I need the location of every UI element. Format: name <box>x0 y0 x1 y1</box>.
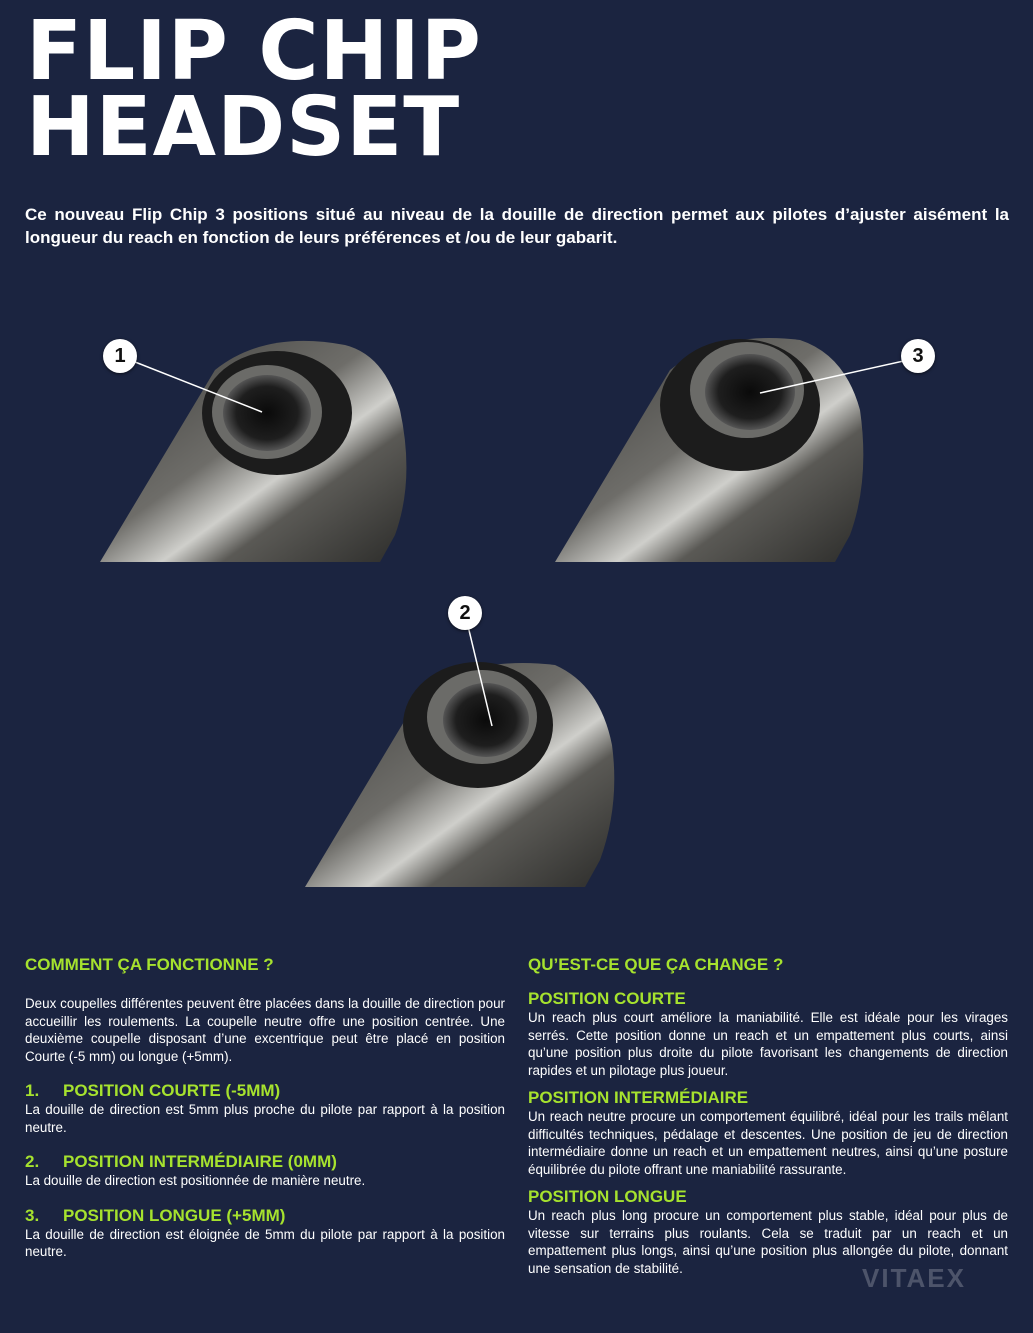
list-item <box>25 1206 505 1261</box>
item-title: POSITION COURTE <box>528 989 686 1008</box>
list-item <box>528 989 1008 1079</box>
item-number: 1. <box>25 1081 40 1100</box>
item-title: POSITION INTERMÉDIAIRE (0MM) <box>63 1152 337 1171</box>
intro-paragraph: Ce nouveau Flip Chip 3 positions situé au niveau de la douille de direction permet aux pilotes d’ajuster aisément la longueur du reach en fonction de leurs préférences et /ou de leur gabarit. <box>25 205 1009 247</box>
section-body: Deux coupelles différentes peuvent être placées dans la douille de direction pour accueillir les roulements. La coupelle neutre offre une position centrée. Une deuxième coupelle disposant d’une excentrique peut être placé en position Courte (-5 mm) ou longue (+5mm). <box>25 996 505 1064</box>
section-heading: QU’EST-CE QUE ÇA CHANGE ? <box>528 955 784 974</box>
callout-badge-2: 2 <box>448 596 482 630</box>
watermark-logo: VITAEX <box>862 1263 966 1293</box>
section-heading: COMMENT ÇA FONCTIONNE ? <box>25 955 274 974</box>
list-item <box>528 1088 1008 1178</box>
what-changes-section <box>528 955 1008 1277</box>
title-line-2: HEADSET <box>26 80 461 175</box>
item-text: Un reach plus court améliore la maniabilité. Elle est idéale pour les virages serrés. Cette position donne un reach et un empattement plus courts, ainsi qu’une position plus droite du pilote favorisant les changements de direction rapides et un pilotage plus joueur. <box>528 1010 1008 1078</box>
item-title: POSITION LONGUE (+5MM) <box>63 1205 286 1225</box>
list-item <box>25 1081 505 1136</box>
item-text: La douille de direction est positionnée de manière neutre. <box>25 1173 366 1188</box>
item-text: La douille de direction est éloignée de 5mm du pilote par rapport à la position neutre. <box>25 1226 505 1259</box>
item-number: 2. <box>25 1152 40 1171</box>
item-number: 3. <box>25 1205 40 1225</box>
item-text: La douille de direction est 5mm plus proche du pilote par rapport à la position neutre. <box>25 1102 505 1135</box>
item-text: Un reach plus long procure un comportement plus stable, idéal pour plus de vitesse sur terrains plus roulants. Cela se traduit par un reach et un empattement plus longs, ainsi qu’une position plus allongée du pilote, donnant une sensation de stabilité. <box>528 1208 1008 1276</box>
item-title: POSITION INTERMÉDIAIRE <box>528 1088 749 1107</box>
callout-badge-3: 3 <box>901 339 935 373</box>
item-title: POSITION COURTE (-5MM) <box>63 1081 281 1100</box>
how-it-works-section <box>25 955 505 1261</box>
item-text: Un reach neutre procure un comportement équilibré, idéal pour les trails mêlant difficultés techniques, pédalage et descentes. Une position de jeu de direction intermédiaire donne un reach et un empattement neutres, ainsi qu’une posture équilibrée du pilote offrant une maniabilité rassurante. <box>528 1109 1008 1177</box>
callout-badge-1: 1 <box>103 339 137 373</box>
title-line-1: FLIP CHIP <box>26 4 482 99</box>
list-item <box>25 1152 505 1190</box>
item-title: POSITION LONGUE <box>528 1187 687 1206</box>
